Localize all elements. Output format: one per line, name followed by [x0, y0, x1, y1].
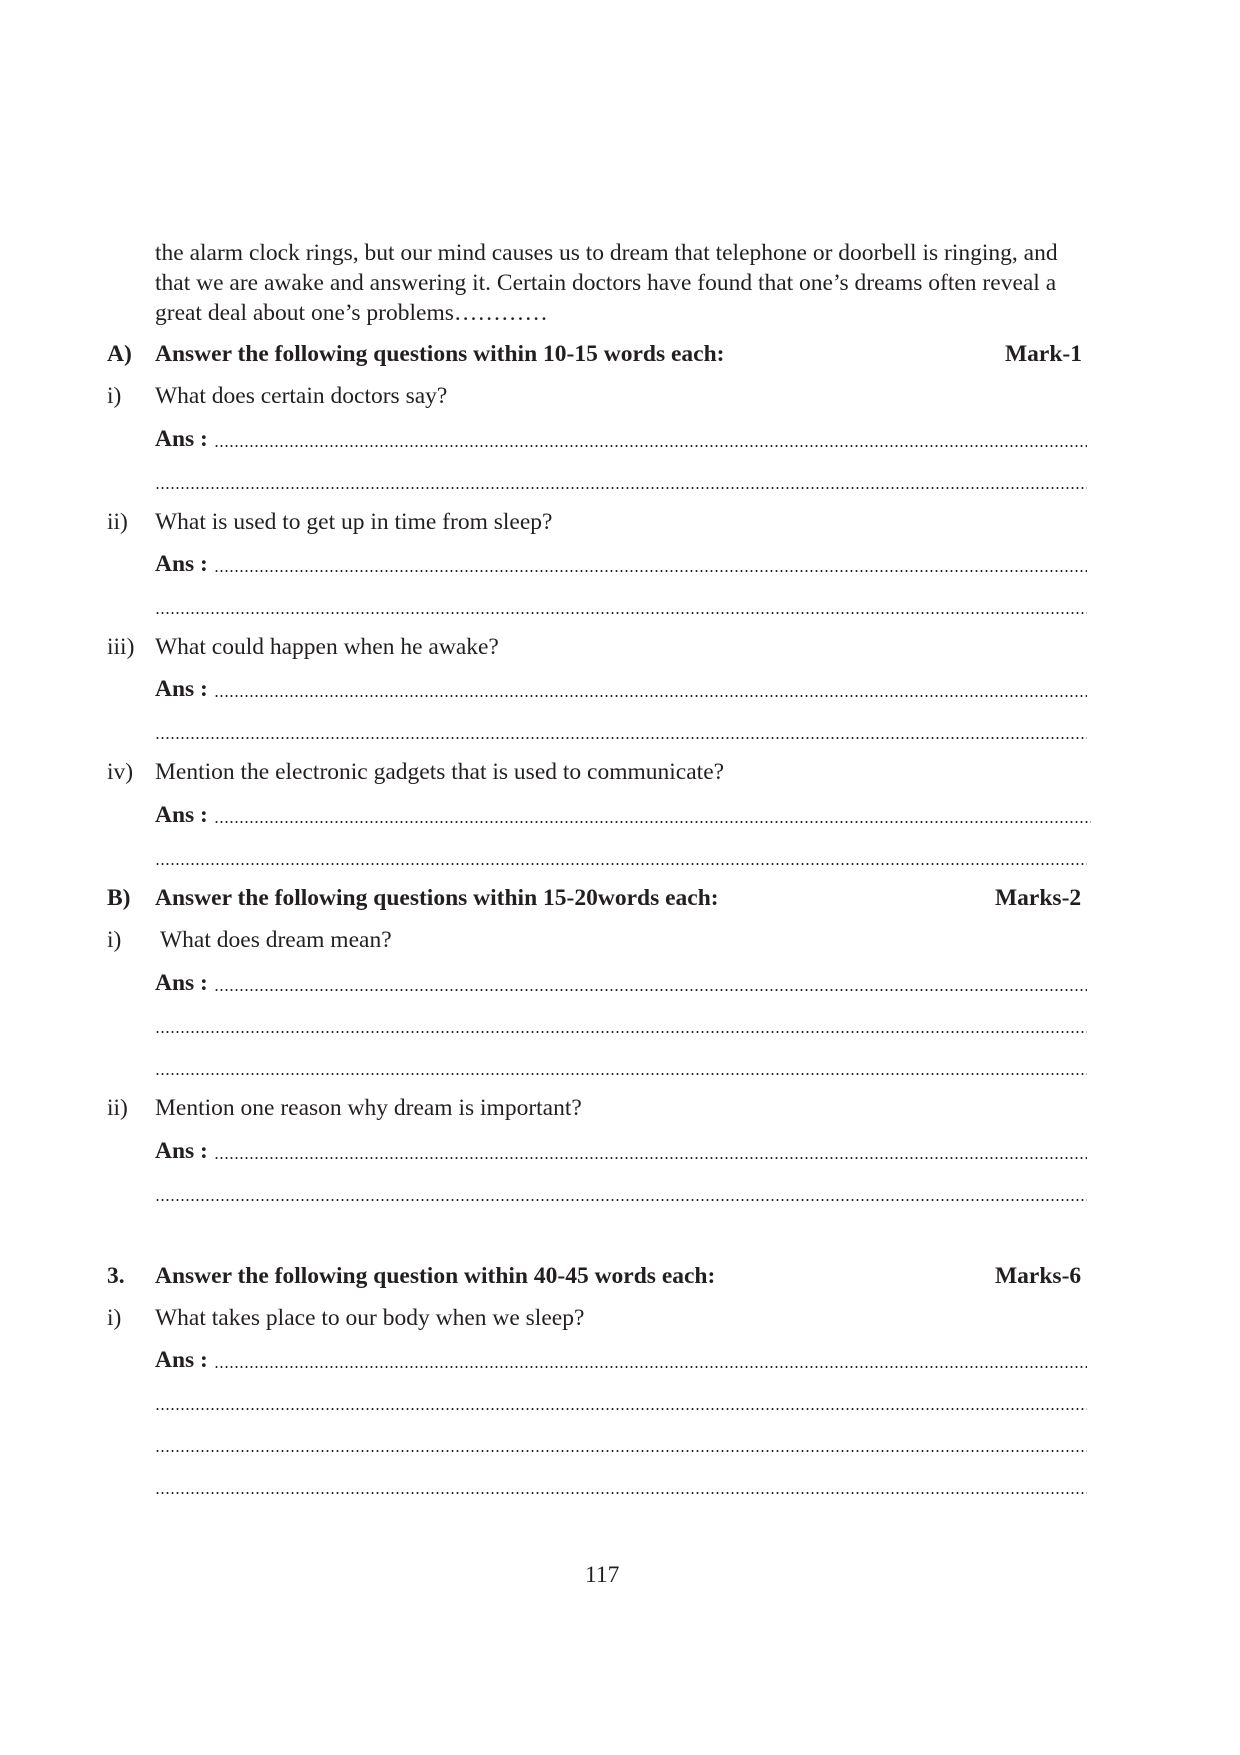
section-b-label: B)	[107, 885, 131, 911]
question-text: Mention the electronic gadgets that is used to communicate?	[155, 759, 725, 785]
section-a-marks: Mark-1	[1005, 341, 1083, 367]
dotted-line	[155, 1199, 1087, 1201]
answer-line[interactable]	[155, 1346, 1087, 1374]
section-3-heading: Answer the following question within 40-45 words each:	[155, 1263, 716, 1289]
answer-label: Ans :	[155, 676, 208, 702]
section-a-label: A)	[107, 341, 132, 367]
dotted-line	[155, 1031, 1087, 1033]
dotted-line	[214, 989, 1087, 991]
question-number: i)	[107, 383, 122, 409]
answer-line[interactable]	[155, 1137, 1087, 1165]
dotted-line	[155, 863, 1087, 865]
question-text: What does dream mean?	[160, 927, 392, 953]
answer-line[interactable]	[155, 1388, 1087, 1416]
answer-line[interactable]	[155, 1179, 1087, 1207]
question-number: i)	[107, 1305, 122, 1331]
answer-label: Ans :	[155, 802, 208, 828]
passage-line: that we are awake and answering it. Certain doctors have found that one’s dreams often reveal a	[155, 270, 1057, 296]
dotted-line	[155, 737, 1087, 739]
answer-line[interactable]	[155, 1011, 1087, 1039]
question-number: i)	[107, 927, 122, 953]
answer-line[interactable]	[155, 675, 1087, 703]
dotted-line	[155, 487, 1087, 489]
answer-line[interactable]	[155, 801, 1091, 829]
dotted-line	[214, 1366, 1087, 1368]
question-number: iv)	[107, 759, 134, 785]
question-text: What does certain doctors say?	[155, 383, 448, 409]
dotted-line	[155, 1408, 1087, 1410]
dotted-line	[214, 570, 1087, 572]
question-number: ii)	[107, 1095, 128, 1121]
answer-label: Ans :	[155, 551, 208, 577]
dotted-line	[155, 1450, 1087, 1452]
answer-label: Ans :	[155, 1347, 208, 1373]
question-text: Mention one reason why dream is important?	[155, 1095, 582, 1121]
section-b-heading: Answer the following questions within 15-20words each:	[155, 885, 719, 911]
question-text: What takes place to our body when we sleep?	[155, 1305, 585, 1331]
question-text: What is used to get up in time from sleep?	[155, 509, 553, 535]
dotted-line	[214, 1157, 1087, 1159]
dotted-line	[214, 445, 1087, 447]
passage-line: great deal about one’s problems…………	[155, 300, 548, 326]
section-a-heading: Answer the following questions within 10-15 words each:	[155, 341, 725, 367]
answer-line[interactable]	[155, 843, 1087, 871]
question-text: What could happen when he awake?	[155, 634, 499, 660]
answer-label: Ans :	[155, 426, 208, 452]
answer-line[interactable]	[155, 969, 1087, 997]
answer-label: Ans :	[155, 970, 208, 996]
dotted-line	[155, 612, 1087, 614]
question-number: iii)	[107, 634, 135, 660]
section-3-label: 3.	[107, 1263, 125, 1289]
dotted-line	[214, 695, 1087, 697]
answer-line[interactable]	[155, 1053, 1087, 1081]
dotted-line	[155, 1073, 1087, 1075]
answer-line[interactable]	[155, 1430, 1087, 1458]
answer-line[interactable]	[155, 467, 1087, 495]
question-number: ii)	[107, 509, 128, 535]
passage	[155, 238, 1115, 328]
answer-line[interactable]	[155, 717, 1087, 745]
dotted-line	[214, 821, 1091, 823]
answer-line[interactable]	[155, 1472, 1087, 1500]
passage-line: the alarm clock rings, but our mind causes us to dream that telephone or doorbell is ringing, and	[155, 240, 1058, 266]
page-number: 117	[585, 1562, 620, 1588]
dotted-line	[155, 1492, 1087, 1494]
answer-line[interactable]	[155, 592, 1087, 620]
section-3-marks: Marks-6	[995, 1263, 1082, 1289]
answer-line[interactable]	[155, 425, 1087, 453]
section-b-marks: Marks-2	[995, 885, 1082, 911]
answer-line[interactable]	[155, 550, 1087, 578]
answer-label: Ans :	[155, 1138, 208, 1164]
